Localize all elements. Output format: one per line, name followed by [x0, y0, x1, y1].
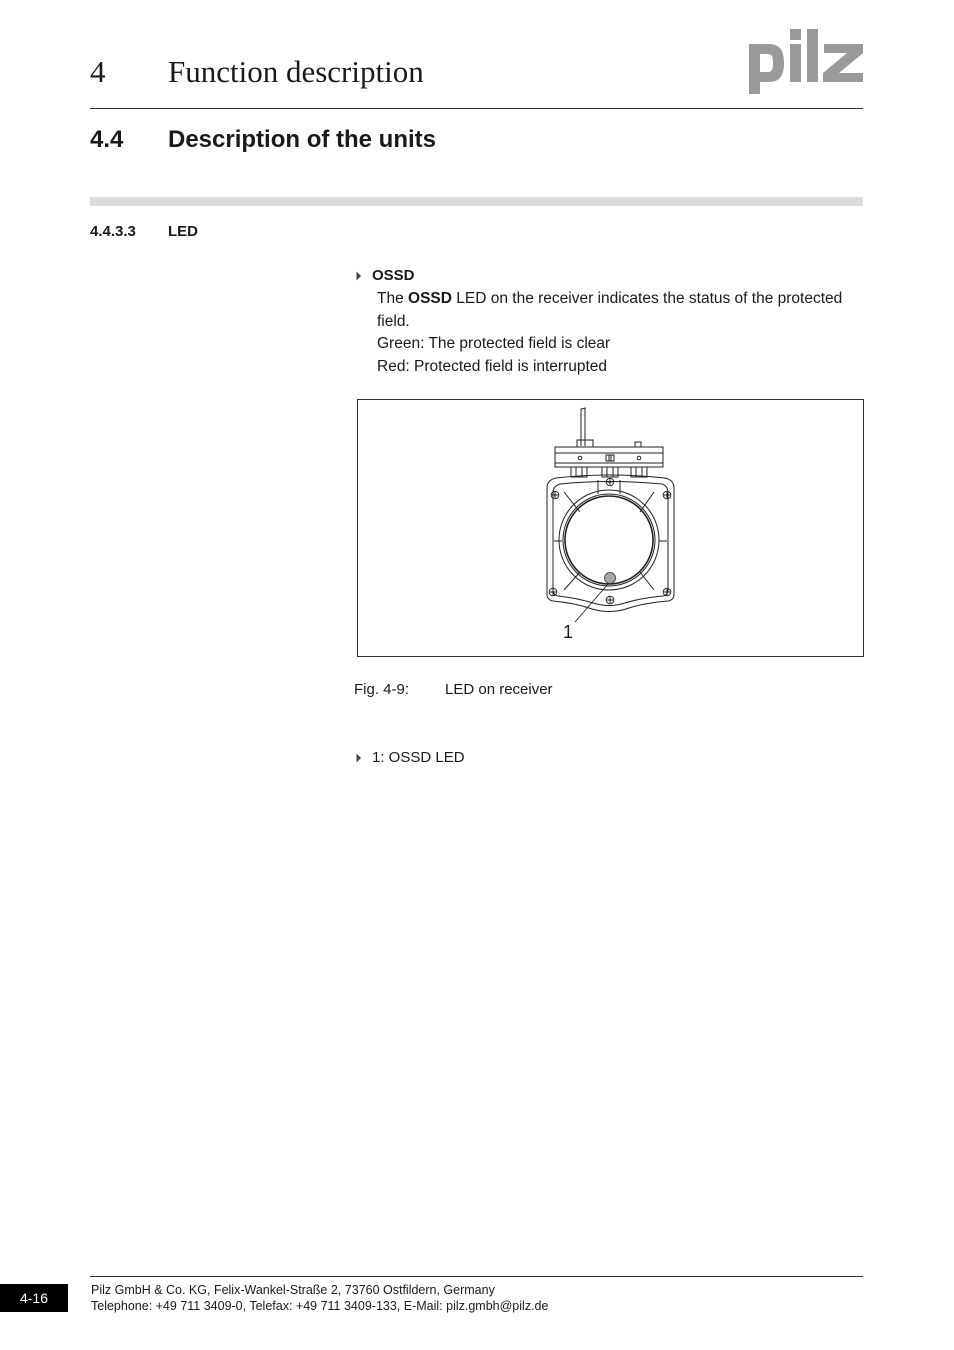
- section-divider-bar: [90, 197, 863, 206]
- bullet-title: OSSD: [372, 267, 415, 284]
- bullet-arrow-icon: [355, 270, 363, 282]
- section-number: 4.4: [90, 126, 124, 153]
- footer-rule: [90, 1276, 863, 1277]
- red-status-line: Red: Protected field is interrupted: [377, 357, 608, 375]
- ossd-sentence-suffix: LED on the receiver indicates the status of the protected field.: [377, 290, 843, 330]
- figure-caption-number: Fig. 4-9:: [354, 681, 410, 698]
- ossd-sentence-prefix: The: [377, 290, 409, 307]
- footer-address: Pilz GmbH & Co. KG, Felix-Wankel-Straße 2, 73760 Ostfildern, Germany: [91, 1283, 495, 1297]
- legend-item-1: 1: OSSD LED: [372, 749, 465, 766]
- bullet-arrow-icon: [355, 752, 363, 764]
- subsection-title: LED: [168, 223, 198, 240]
- ossd-sentence-bold: OSSD: [408, 290, 452, 307]
- header-rule: [90, 108, 863, 109]
- ossd-description: [377, 288, 867, 378]
- chapter-number: 4: [90, 54, 106, 89]
- figure-caption-text: LED on receiver: [445, 681, 553, 698]
- chapter-title: Function description: [168, 54, 424, 89]
- figure-frame: [357, 399, 864, 657]
- footer-contact: Telephone: +49 711 3409-0, Telefax: +49 711 3409-133, E-Mail: pilz.gmbh@pilz.de: [91, 1299, 549, 1313]
- ossd-led-marker: [605, 573, 616, 584]
- callout-leader-line: [575, 584, 608, 622]
- page-number: 4-16: [0, 1284, 68, 1312]
- pilz-logo: [747, 24, 865, 96]
- section-title: Description of the units: [168, 126, 437, 153]
- subsection-number: 4.4.3.3: [90, 223, 136, 240]
- ossd-sentence: [377, 288, 867, 333]
- pilz-logo-icon: [747, 24, 865, 96]
- callout-label-1: 1: [563, 622, 574, 642]
- receiver-drawing: [358, 400, 863, 656]
- green-status-line: Green: The protected field is clear: [377, 335, 611, 352]
